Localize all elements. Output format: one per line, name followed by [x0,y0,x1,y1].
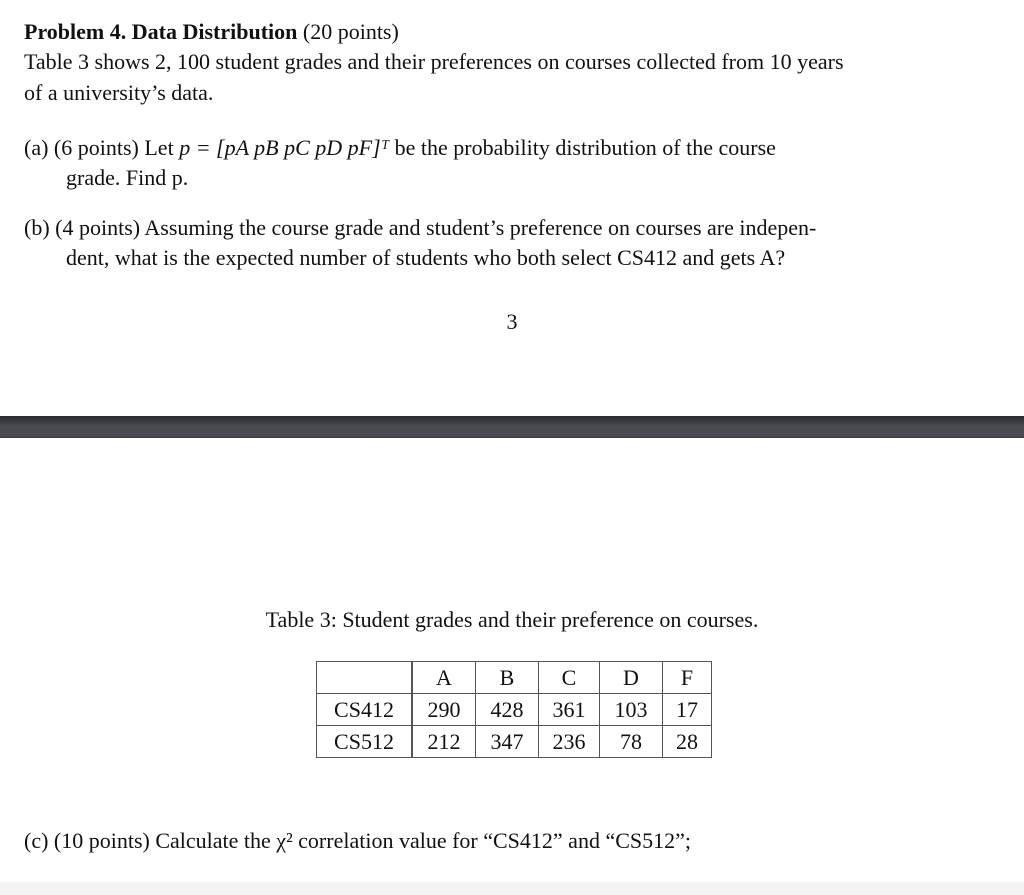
header-cell: A [412,662,476,694]
header-cell: D [600,662,663,694]
part-a-label: (a) [24,135,49,160]
table-cell: 78 [600,726,663,758]
problem-title: Problem 4. Data Distribution [24,19,298,44]
part-b-line-1 [24,215,816,241]
grades-table [316,661,712,758]
table-cell: 236 [539,726,600,758]
header-cell [317,662,413,694]
table-cell: 428 [476,694,539,726]
row-label: CS412 [317,694,413,726]
table-cell: 347 [476,726,539,758]
table-cell: 212 [412,726,476,758]
part-a-text: (6 points) Let [53,135,174,160]
page-bottom-edge [0,882,1024,895]
part-a-line-2: grade. Find p. [66,165,189,190]
table-caption: Table 3: Student grades and their preference on courses. [265,607,759,632]
problem-points: (20 points) [302,19,399,44]
part-b-line-2: dent, what is the expected number of students who both select CS412 and gets A? [66,245,786,270]
part-c-label: (c) [24,828,49,853]
row-label: CS512 [317,726,413,758]
table-cell: 290 [412,694,476,726]
table-cell: 361 [539,694,600,726]
part-a-line-1 [24,135,776,161]
page-number: 3 [506,309,518,334]
problem-heading [24,19,399,45]
part-b-label: (b) [24,215,50,240]
part-a-text-post: be the probability distribution of the course [394,135,776,160]
part-c-line-1 [24,828,691,854]
table-cell: 17 [663,694,712,726]
part-b-text: (4 points) Assuming the course grade and student’s preference on courses are indepen- [55,215,817,240]
table-cell: 103 [600,694,663,726]
header-cell: C [539,662,600,694]
header-cell: B [476,662,539,694]
intro-line-2: of a university’s data. [24,80,214,105]
table-header-row [317,662,712,694]
header-cell: F [663,662,712,694]
intro-line-1: Table 3 shows 2, 100 student grades and their preferences on courses collected from 10 years [24,49,844,74]
part-a-formula: p = [pA pB pC pD pF]ᵀ [179,135,390,160]
table-cell: 28 [663,726,712,758]
page-separator [0,416,1024,438]
part-c-text: (10 points) Calculate the χ² correlation value for “CS412” and “CS512”; [53,828,691,853]
table-row [317,726,712,758]
table-row [317,694,712,726]
